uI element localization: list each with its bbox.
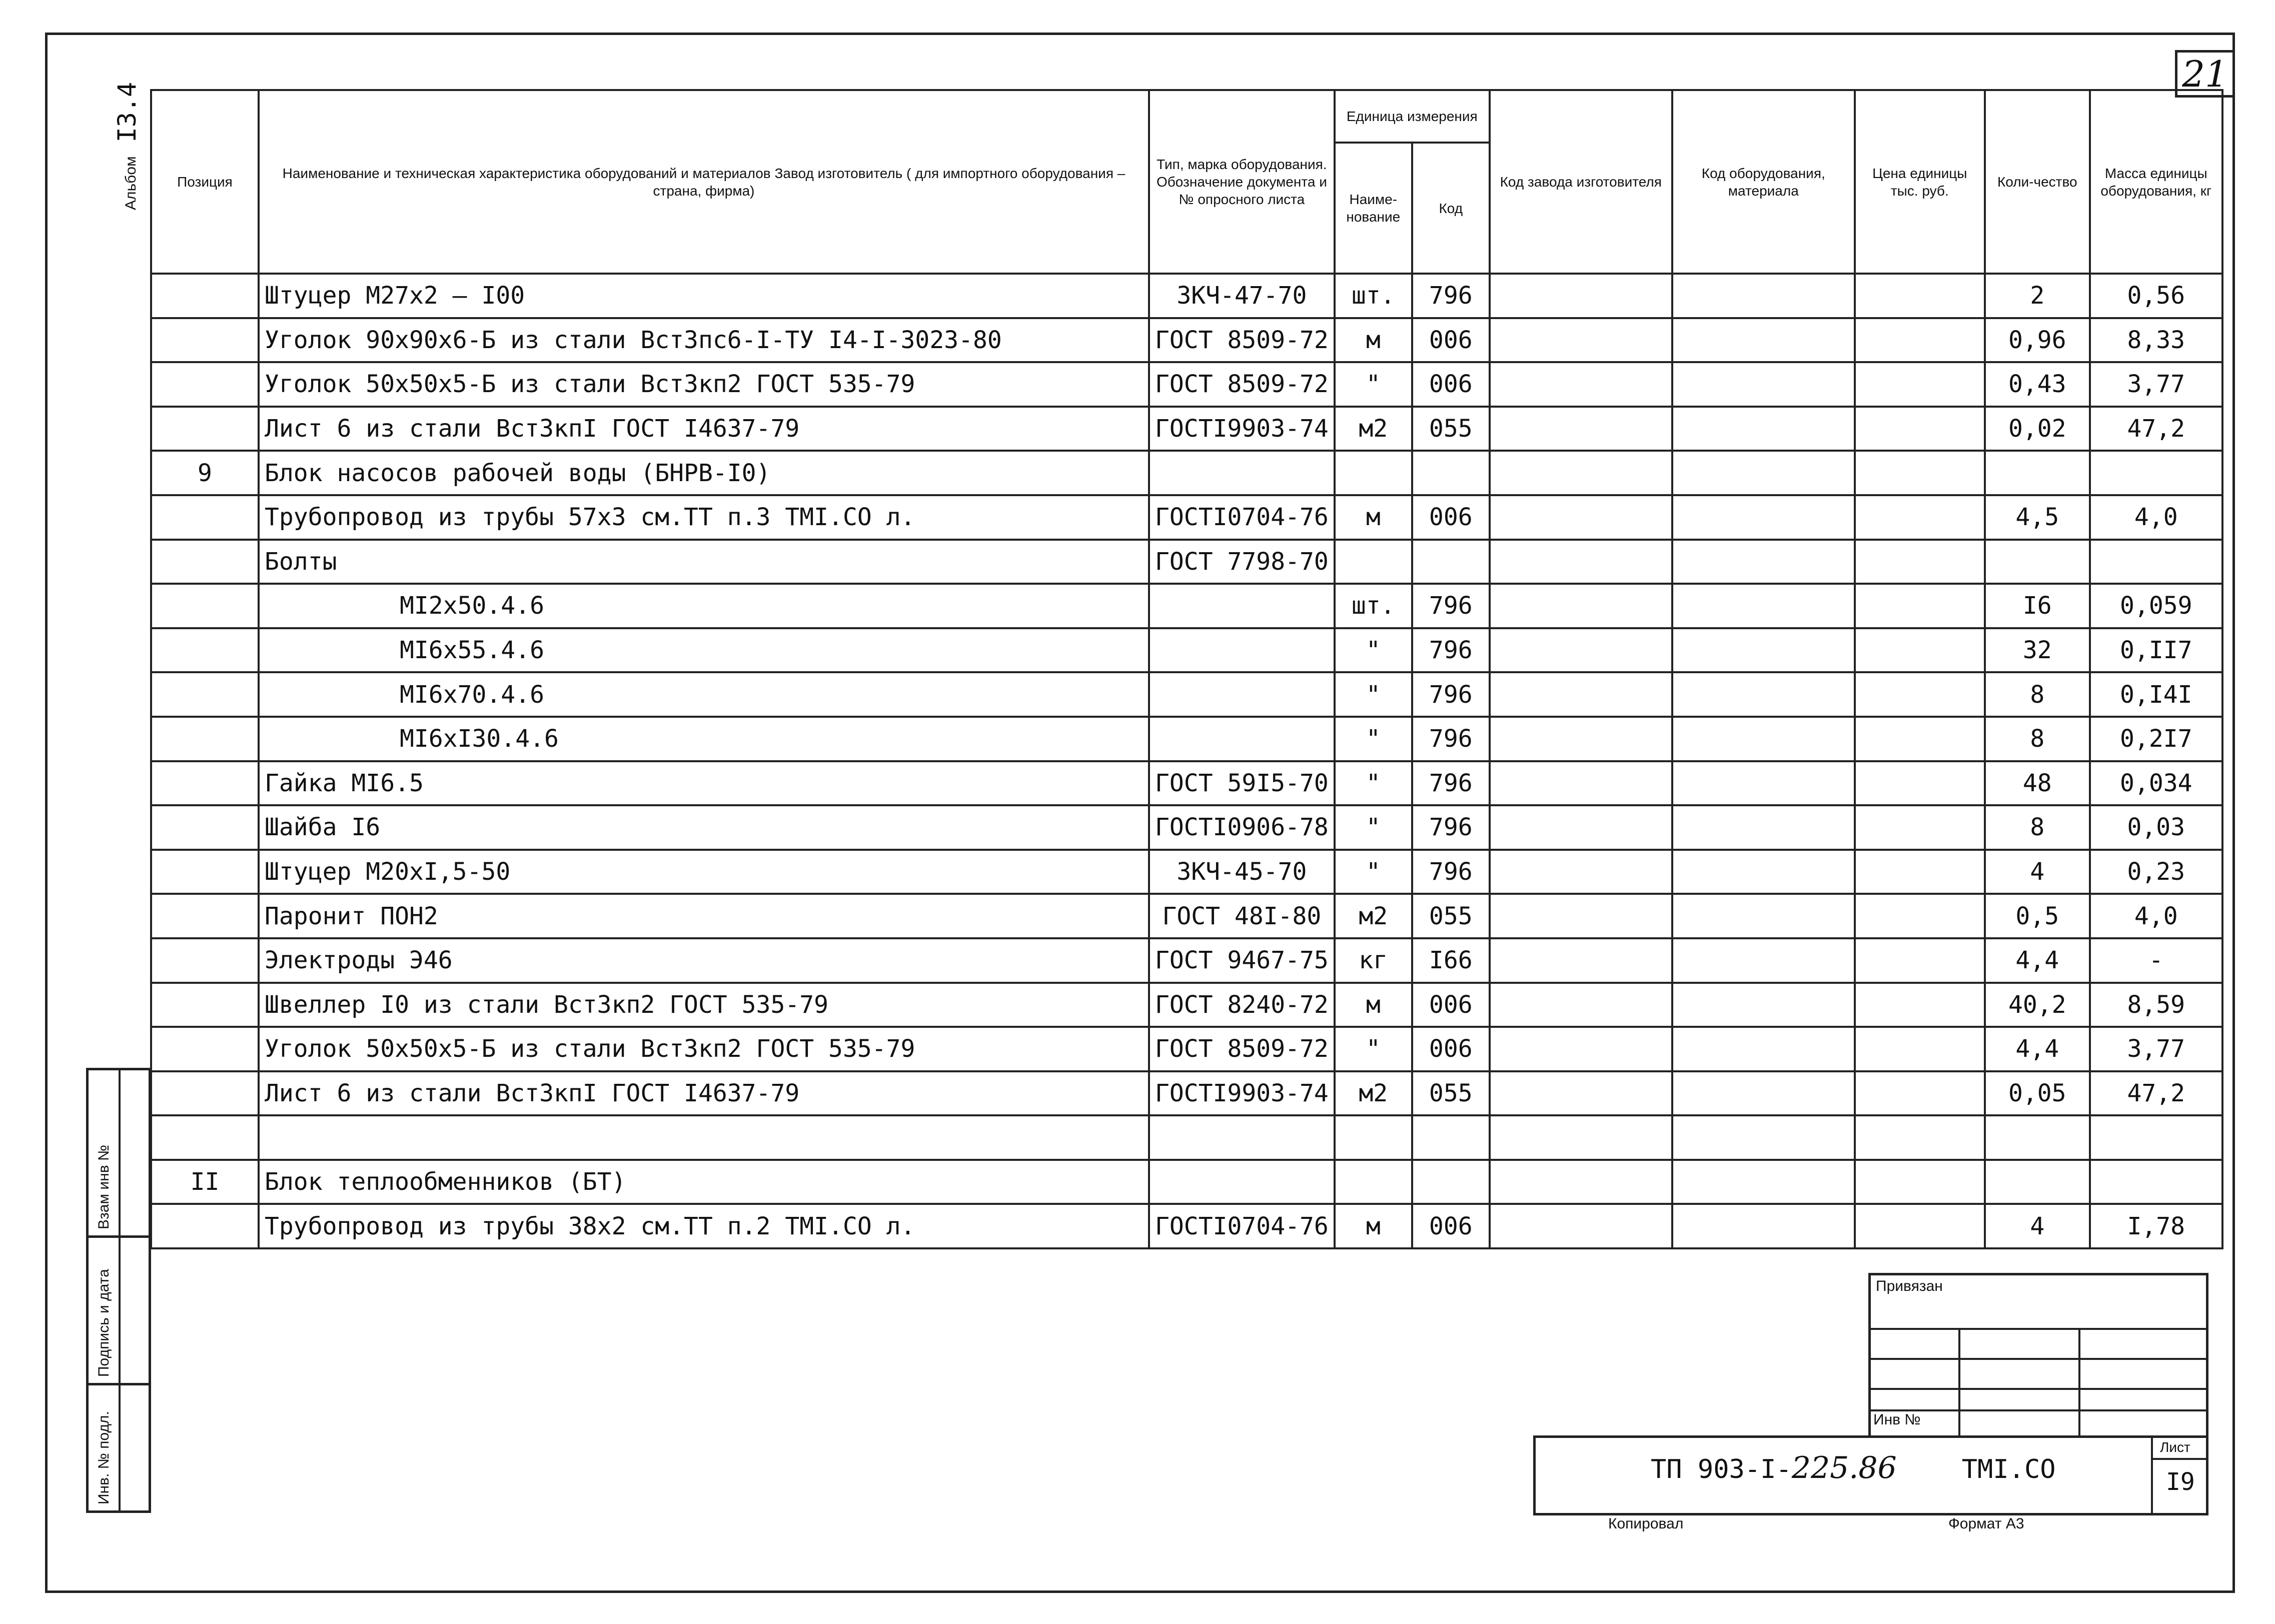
cell-unit-code: 796 <box>1412 672 1490 717</box>
table-row <box>151 938 2222 983</box>
cell-price <box>1855 451 1985 495</box>
cell-price <box>1855 938 1985 983</box>
cell-unit-code: 796 <box>1412 850 1490 894</box>
cell-qty: 4,4 <box>1985 938 2090 983</box>
cell-qty: 0,96 <box>1985 318 2090 363</box>
cell-price <box>1855 407 1985 451</box>
cell-unit-code <box>1412 540 1490 584</box>
cell-name: Гайка МI6.5 <box>259 761 1149 806</box>
cell-unit: м <box>1335 318 1412 363</box>
cell-position <box>151 672 259 717</box>
cell-equip-code <box>1672 495 1855 540</box>
cell-unit: " <box>1335 761 1412 806</box>
cell-factory-code <box>1490 850 1672 894</box>
cell-price <box>1855 1027 1985 1071</box>
cell-mass: 0,23 <box>2090 850 2222 894</box>
cell-price <box>1855 1071 1985 1116</box>
cell-factory-code <box>1490 1160 1672 1204</box>
cell-unit: шт. <box>1335 584 1412 628</box>
cell-position <box>151 1027 259 1071</box>
cell-factory-code <box>1490 628 1672 673</box>
cell-mass: 8,59 <box>2090 983 2222 1027</box>
cell-equip-code <box>1672 1115 1855 1160</box>
cell-equip-code <box>1672 1160 1855 1204</box>
cell-unit-code: 006 <box>1412 1027 1490 1071</box>
cell-price <box>1855 495 1985 540</box>
table-row <box>151 274 2222 318</box>
cell-mass: 0,56 <box>2090 274 2222 318</box>
sheet-number: I9 <box>2166 1468 2195 1496</box>
album-caption: Альбом <box>123 156 139 210</box>
cell-price <box>1855 672 1985 717</box>
cell-unit-code: 006 <box>1412 1204 1490 1248</box>
cell-name: МI6х55.4.6 <box>259 628 1149 673</box>
cell-unit: " <box>1335 717 1412 761</box>
cell-position <box>151 362 259 407</box>
cell-equip-code <box>1672 850 1855 894</box>
cell-type: ГОСТ 8509-72 <box>1149 318 1335 363</box>
cell-price <box>1855 274 1985 318</box>
cell-equip-code <box>1672 407 1855 451</box>
cell-unit: м <box>1335 983 1412 1027</box>
cell-type: ГОСТ 8509-72 <box>1149 1027 1335 1071</box>
cell-equip-code <box>1672 672 1855 717</box>
table-row <box>151 1115 2222 1160</box>
cell-mass: 8,33 <box>2090 318 2222 363</box>
cell-position <box>151 628 259 673</box>
cell-equip-code <box>1672 1027 1855 1071</box>
cell-mass: 47,2 <box>2090 407 2222 451</box>
cell-price <box>1855 318 1985 363</box>
cell-factory-code <box>1490 672 1672 717</box>
cell-factory-code <box>1490 584 1672 628</box>
table-row <box>151 407 2222 451</box>
table-row <box>151 1204 2222 1248</box>
cell-unit: " <box>1335 362 1412 407</box>
cell-mass <box>2090 1160 2222 1204</box>
cell-unit: м2 <box>1335 1071 1412 1116</box>
cell-position <box>151 761 259 806</box>
cell-name: Лист 6 из стали ВстЗкпI ГОСТ I4637-79 <box>259 1071 1149 1116</box>
cell-price <box>1855 1160 1985 1204</box>
cell-qty: 2 <box>1985 274 2090 318</box>
cell-qty: I6 <box>1985 584 2090 628</box>
cell-mass <box>2090 1115 2222 1160</box>
cell-unit: " <box>1335 1027 1412 1071</box>
cell-position <box>151 805 259 850</box>
cell-price <box>1855 983 1985 1027</box>
doc-number-handwritten: 225.86 <box>1791 1450 1897 1485</box>
cell-name: Штуцер М20хI,5-50 <box>259 850 1149 894</box>
cell-factory-code <box>1490 407 1672 451</box>
cell-unit-code: 006 <box>1412 362 1490 407</box>
cell-factory-code <box>1490 805 1672 850</box>
cell-equip-code <box>1672 805 1855 850</box>
cell-type <box>1149 1115 1335 1160</box>
cell-name: Уголок 50х50х5-Б из стали ВстЗкп2 ГОСТ 535-79 <box>259 1027 1149 1071</box>
cell-mass: 0,II7 <box>2090 628 2222 673</box>
cell-type <box>1149 1160 1335 1204</box>
cell-qty: 0,02 <box>1985 407 2090 451</box>
cell-qty: 8 <box>1985 805 2090 850</box>
cell-mass: 47,2 <box>2090 1071 2222 1116</box>
cell-position <box>151 540 259 584</box>
cell-unit-code: 055 <box>1412 894 1490 938</box>
cell-equip-code <box>1672 1071 1855 1116</box>
cell-name: Трубопровод из трубы 38х2 см.ТТ п.2 ТМI.СО л. <box>259 1204 1149 1248</box>
cell-unit <box>1335 1115 1412 1160</box>
cell-position <box>151 1115 259 1160</box>
cell-mass: 0,03 <box>2090 805 2222 850</box>
header-equip-code: Код оборудования, материала <box>1672 90 1855 274</box>
cell-mass: 4,0 <box>2090 894 2222 938</box>
cell-qty: 8 <box>1985 672 2090 717</box>
cell-unit-code <box>1412 1115 1490 1160</box>
cell-mass: 0,2I7 <box>2090 717 2222 761</box>
cell-position: II <box>151 1160 259 1204</box>
cell-equip-code <box>1672 628 1855 673</box>
cell-qty: 48 <box>1985 761 2090 806</box>
cell-qty <box>1985 451 2090 495</box>
cell-equip-code <box>1672 318 1855 363</box>
cell-qty: 0,43 <box>1985 362 2090 407</box>
cell-factory-code <box>1490 761 1672 806</box>
cell-qty: 8 <box>1985 717 2090 761</box>
cell-qty: 0,05 <box>1985 1071 2090 1116</box>
cell-name: Уголок 50х50х5-Б из стали ВстЗкп2 ГОСТ 535-79 <box>259 362 1149 407</box>
cell-factory-code <box>1490 495 1672 540</box>
cell-name: Уголок 90х90х6-Б из стали ВстЗпс6-I-ТУ I4-I-3023-80 <box>259 318 1149 363</box>
cell-type: ГОСТI0906-78 <box>1149 805 1335 850</box>
header-unit-code: Код <box>1412 143 1490 274</box>
cell-mass: 0,I4I <box>2090 672 2222 717</box>
cell-equip-code <box>1672 584 1855 628</box>
cell-unit-code: 796 <box>1412 628 1490 673</box>
cell-unit: м2 <box>1335 407 1412 451</box>
cell-name: Блок теплообменников (БТ) <box>259 1160 1149 1204</box>
cell-mass: 0,059 <box>2090 584 2222 628</box>
copied-by-label: Копировал <box>1608 1515 1684 1532</box>
cell-factory-code <box>1490 894 1672 938</box>
cell-factory-code <box>1490 983 1672 1027</box>
cell-name: Паронит ПОН2 <box>259 894 1149 938</box>
table-row <box>151 1027 2222 1071</box>
table-row <box>151 362 2222 407</box>
cell-position <box>151 274 259 318</box>
cell-mass: I,78 <box>2090 1204 2222 1248</box>
cell-factory-code <box>1490 318 1672 363</box>
doc-prefix: ТП 903-I- <box>1651 1454 1792 1484</box>
table-row <box>151 761 2222 806</box>
cell-name: Шайба I6 <box>259 805 1149 850</box>
cell-mass: 4,0 <box>2090 495 2222 540</box>
cell-price <box>1855 540 1985 584</box>
cell-unit-code: 796 <box>1412 274 1490 318</box>
page-number: 21 <box>2175 50 2235 98</box>
cell-position: 9 <box>151 451 259 495</box>
cell-qty: 4 <box>1985 850 2090 894</box>
cell-mass <box>2090 540 2222 584</box>
cell-qty: 32 <box>1985 628 2090 673</box>
table-row <box>151 983 2222 1027</box>
cell-name: Электроды Э46 <box>259 938 1149 983</box>
cell-unit: " <box>1335 850 1412 894</box>
header-position: Позиция <box>151 90 259 274</box>
cell-position <box>151 894 259 938</box>
cell-type: ГОСТ 48I-80 <box>1149 894 1335 938</box>
cell-price <box>1855 717 1985 761</box>
cell-unit-code: 006 <box>1412 318 1490 363</box>
format-label: Формат А3 <box>1948 1515 2024 1532</box>
cell-unit-code <box>1412 1160 1490 1204</box>
cell-equip-code <box>1672 362 1855 407</box>
header-unit-group: Единица измерения <box>1335 90 1490 143</box>
cell-unit-code <box>1412 451 1490 495</box>
cell-mass: 0,034 <box>2090 761 2222 806</box>
table-row <box>151 894 2222 938</box>
header-qty: Коли-чество <box>1985 90 2090 274</box>
table-row <box>151 318 2222 363</box>
cell-unit: " <box>1335 805 1412 850</box>
cell-type <box>1149 451 1335 495</box>
cell-price <box>1855 850 1985 894</box>
cell-position <box>151 850 259 894</box>
doc-suffix: ТМI.СО <box>1961 1454 2056 1484</box>
cell-name: Штуцер М27х2 – I00 <box>259 274 1149 318</box>
cell-price <box>1855 1204 1985 1248</box>
table-row <box>151 451 2222 495</box>
header-price: Цена единицы тыс. руб. <box>1855 90 1985 274</box>
cell-qty: 0,5 <box>1985 894 2090 938</box>
cell-type: ГОСТ 8240-72 <box>1149 983 1335 1027</box>
cell-unit: шт. <box>1335 274 1412 318</box>
cell-name: МI6х70.4.6 <box>259 672 1149 717</box>
cell-equip-code <box>1672 451 1855 495</box>
cell-price <box>1855 805 1985 850</box>
header-type: Тип, марка оборудования. Обозначение документа и № опросного листа <box>1149 90 1335 274</box>
cell-unit-code: 796 <box>1412 717 1490 761</box>
cell-qty: 40,2 <box>1985 983 2090 1027</box>
cell-unit <box>1335 451 1412 495</box>
cell-name: Швеллер I0 из стали ВстЗкп2 ГОСТ 535-79 <box>259 983 1149 1027</box>
cell-unit <box>1335 1160 1412 1204</box>
cell-position <box>151 1071 259 1116</box>
cell-name: Трубопровод из трубы 57х3 см.ТТ п.3 ТМI.СО л. <box>259 495 1149 540</box>
cell-position <box>151 407 259 451</box>
stamp-inv: Инв № <box>1873 1411 1921 1428</box>
cell-mass <box>2090 451 2222 495</box>
cell-factory-code <box>1490 1027 1672 1071</box>
cell-type: ГОСТI0704-76 <box>1149 1204 1335 1248</box>
cell-type <box>1149 672 1335 717</box>
sheet-label: Лист <box>2160 1439 2190 1455</box>
document-code <box>1651 1450 2056 1485</box>
cell-equip-code <box>1672 717 1855 761</box>
table-row <box>151 540 2222 584</box>
cell-position <box>151 983 259 1027</box>
cell-factory-code <box>1490 362 1672 407</box>
cell-factory-code <box>1490 1204 1672 1248</box>
cell-price <box>1855 761 1985 806</box>
cell-type: ГОСТI9903-74 <box>1149 407 1335 451</box>
cell-qty: 4,4 <box>1985 1027 2090 1071</box>
table-row <box>151 1071 2222 1116</box>
cell-unit <box>1335 540 1412 584</box>
cell-type <box>1149 584 1335 628</box>
cell-unit-code: 796 <box>1412 584 1490 628</box>
cell-name: МI2х50.4.6 <box>259 584 1149 628</box>
header-unit-name: Наиме-нование <box>1335 143 1412 274</box>
side-box-podpis <box>86 1235 151 1385</box>
side-box-inv <box>86 1383 151 1513</box>
side-label-inv: Инв. № подл. <box>96 1411 112 1504</box>
cell-equip-code <box>1672 894 1855 938</box>
cell-factory-code <box>1490 451 1672 495</box>
cell-unit-code: I66 <box>1412 938 1490 983</box>
cell-type: 3КЧ-45-70 <box>1149 850 1335 894</box>
cell-name <box>259 1115 1149 1160</box>
cell-price <box>1855 362 1985 407</box>
cell-equip-code <box>1672 761 1855 806</box>
cell-equip-code <box>1672 540 1855 584</box>
side-label-podpis: Подпись и дата <box>96 1269 112 1377</box>
album-label <box>113 82 142 210</box>
cell-qty: 4,5 <box>1985 495 2090 540</box>
cell-price <box>1855 1115 1985 1160</box>
cell-unit: " <box>1335 672 1412 717</box>
cell-unit: м2 <box>1335 894 1412 938</box>
cell-name: Лист 6 из стали ВстЗкпI ГОСТ I4637-79 <box>259 407 1149 451</box>
cell-mass: - <box>2090 938 2222 983</box>
cell-unit-code: 796 <box>1412 805 1490 850</box>
cell-name: Блок насосов рабочей воды (БНРВ-I0) <box>259 451 1149 495</box>
specification-table <box>150 89 2223 1249</box>
table-row <box>151 805 2222 850</box>
cell-qty <box>1985 540 2090 584</box>
table-row <box>151 1160 2222 1204</box>
header-factory-code: Код завода изготовителя <box>1490 90 1672 274</box>
table-row <box>151 628 2222 673</box>
cell-mass: 3,77 <box>2090 1027 2222 1071</box>
cell-type <box>1149 628 1335 673</box>
cell-type: ГОСТI9903-74 <box>1149 1071 1335 1116</box>
cell-unit: м <box>1335 495 1412 540</box>
cell-factory-code <box>1490 938 1672 983</box>
cell-type: 3КЧ-47-70 <box>1149 274 1335 318</box>
cell-position <box>151 495 259 540</box>
cell-price <box>1855 628 1985 673</box>
side-box-vzam <box>86 1068 151 1238</box>
cell-unit-code: 796 <box>1412 761 1490 806</box>
cell-factory-code <box>1490 1071 1672 1116</box>
cell-unit: " <box>1335 628 1412 673</box>
cell-name: Болты <box>259 540 1149 584</box>
cell-position <box>151 938 259 983</box>
table-row <box>151 850 2222 894</box>
header-mass: Масса единицы оборудования, кг <box>2090 90 2222 274</box>
cell-equip-code <box>1672 274 1855 318</box>
header-name: Наименование и техническая характеристика оборудований и материалов Завод изготовитель ( для импортного оборудования – страна, фирма) <box>259 90 1149 274</box>
cell-type: ГОСТ 59I5-70 <box>1149 761 1335 806</box>
cell-unit-code: 055 <box>1412 407 1490 451</box>
cell-type: ГОСТ 9467-75 <box>1149 938 1335 983</box>
cell-unit-code: 055 <box>1412 1071 1490 1116</box>
stamp-privyazan: Привязан <box>1876 1278 1943 1294</box>
cell-factory-code <box>1490 274 1672 318</box>
cell-type: ГОСТ 7798-70 <box>1149 540 1335 584</box>
cell-qty: 4 <box>1985 1204 2090 1248</box>
cell-unit-code: 006 <box>1412 983 1490 1027</box>
cell-factory-code <box>1490 540 1672 584</box>
table-row <box>151 495 2222 540</box>
cell-equip-code <box>1672 983 1855 1027</box>
cell-equip-code <box>1672 1204 1855 1248</box>
cell-equip-code <box>1672 938 1855 983</box>
cell-position <box>151 1204 259 1248</box>
cell-type <box>1149 717 1335 761</box>
cell-qty <box>1985 1160 2090 1204</box>
cell-price <box>1855 894 1985 938</box>
cell-unit-code: 006 <box>1412 495 1490 540</box>
album-number: I3.4 <box>113 82 142 143</box>
cell-price <box>1855 584 1985 628</box>
cell-name: МI6хI30.4.6 <box>259 717 1149 761</box>
cell-factory-code <box>1490 717 1672 761</box>
cell-type: ГОСТ 8509-72 <box>1149 362 1335 407</box>
cell-factory-code <box>1490 1115 1672 1160</box>
cell-unit: м <box>1335 1204 1412 1248</box>
cell-unit: кг <box>1335 938 1412 983</box>
cell-mass: 3,77 <box>2090 362 2222 407</box>
table-row <box>151 584 2222 628</box>
table-row <box>151 717 2222 761</box>
side-label-vzam: Взам инв № <box>96 1144 112 1229</box>
table-row <box>151 672 2222 717</box>
cell-position <box>151 318 259 363</box>
cell-position <box>151 584 259 628</box>
cell-position <box>151 717 259 761</box>
cell-type: ГОСТI0704-76 <box>1149 495 1335 540</box>
cell-qty <box>1985 1115 2090 1160</box>
